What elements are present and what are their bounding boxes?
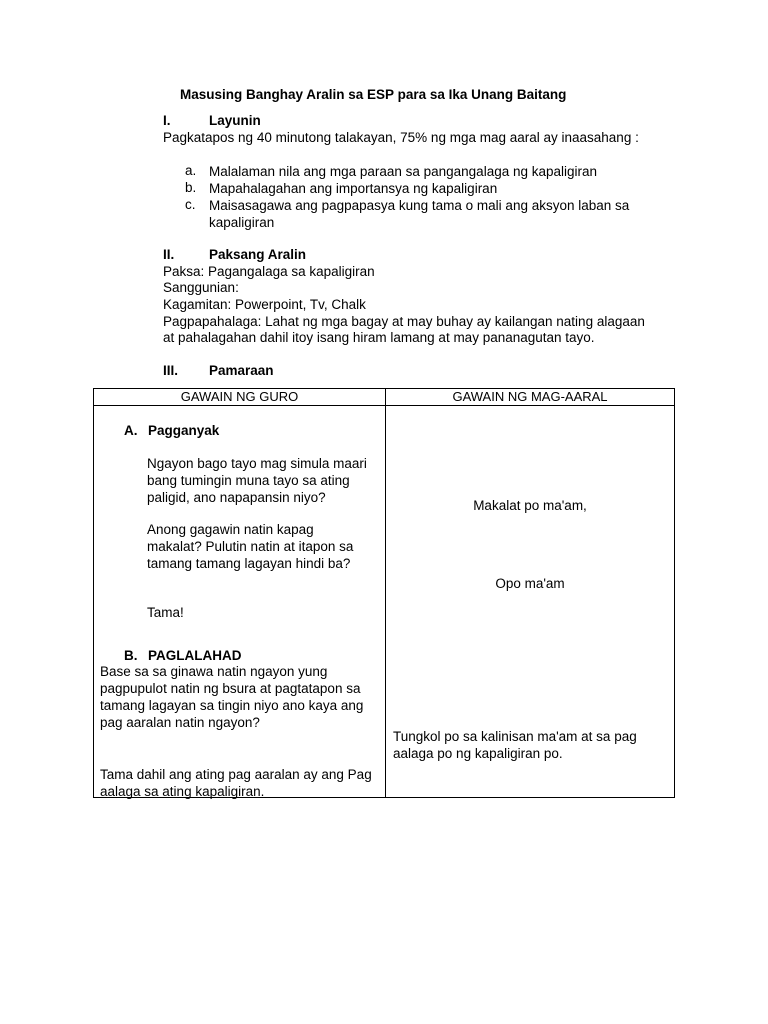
guro-question-2: Anong gagawin natin kapag makalat? Pulutin natin at itapon sa tamang tamang lagayan hindi ba?: [147, 522, 354, 571]
mag-aaral-cell: [386, 406, 675, 798]
kagamitan-line: Kagamitan: Powerpoint, Tv, Chalk: [163, 297, 366, 312]
gawain-table: [93, 388, 675, 798]
section-title: Paksang Aralin: [209, 247, 307, 262]
list-text: Malalaman nila ang mga paraan sa pangangalaga ng kapaligiran: [209, 164, 598, 179]
guro-paglalahad-question: Base sa sa ginawa natin ngayon yung pagpupulot natin ng bsura at pagtatapon sa tamang lagayan sa tingin niyo ano kaya ang pag aaralan natin ngayon?: [100, 664, 364, 730]
section-title: Layunin: [209, 113, 261, 128]
list-letter: b.: [185, 180, 197, 195]
pagpapahalaga-line: Pagpapahalaga: Lahat ng mga bagay at may buhay ay kailangan nating alagaan: [163, 314, 645, 329]
paglalahad-letter: B.: [124, 648, 138, 663]
table-row: [94, 406, 675, 798]
pagganyak-heading: Pagganyak: [148, 423, 220, 438]
mag-aaral-response-3: Tungkol po sa kalinisan ma'am at sa pag aalaga po ng kapaligiran po.: [393, 729, 637, 761]
paksa-line: Paksa: Pagangalaga sa kapaligiran: [163, 264, 375, 279]
section-number: III.: [163, 363, 179, 378]
section-number: I.: [163, 113, 171, 128]
header-gawain-ng-guro: GAWAIN NG GURO: [94, 389, 386, 406]
list-text: Maisasagawa ang pagpapasya kung tama o mali ang aksyon laban sa kapaligiran: [209, 198, 630, 230]
mag-aaral-response-2: Opo ma'am: [495, 576, 565, 591]
section-number: II.: [163, 247, 175, 262]
list-text: Mapahalagahan ang importansya ng kapaligiran: [209, 181, 498, 196]
list-letter: c.: [185, 197, 196, 212]
document-title: Masusing Banghay Aralin sa ESP para sa Ika Unang Baitang: [180, 87, 567, 102]
pagganyak-letter: A.: [124, 423, 138, 438]
guro-paglalahad-answer: Tama dahil ang ating pag aaralan ay ang Pag aalaga sa ating kapaligiran.: [100, 767, 372, 799]
guro-tama: Tama!: [147, 605, 184, 620]
mag-aaral-response-1: Makalat po ma'am,: [473, 498, 587, 513]
guro-question-1: Ngayon bago tayo mag simula maari bang tumingin muna tayo sa ating paligid, ano napapansin niyo?: [147, 456, 367, 505]
list-letter: a.: [185, 163, 197, 178]
sanggunian-line: Sanggunian:: [163, 280, 239, 295]
pagpapahalaga-line-2: at pahalagahan dahil itoy isang hiram lamang at may pananagutan tayo.: [163, 330, 595, 345]
section-title: Pamaraan: [209, 363, 274, 378]
table-header-row: [94, 389, 675, 406]
guro-cell: [94, 406, 386, 798]
layunin-intro: Pagkatapos ng 40 minutong talakayan, 75% ng mga mag aaral ay inaasahang :: [163, 130, 639, 145]
paglalahad-heading: PAGLALAHAD: [148, 648, 242, 663]
header-gawain-ng-mag-aaral: GAWAIN NG MAG-AARAL: [386, 389, 675, 406]
